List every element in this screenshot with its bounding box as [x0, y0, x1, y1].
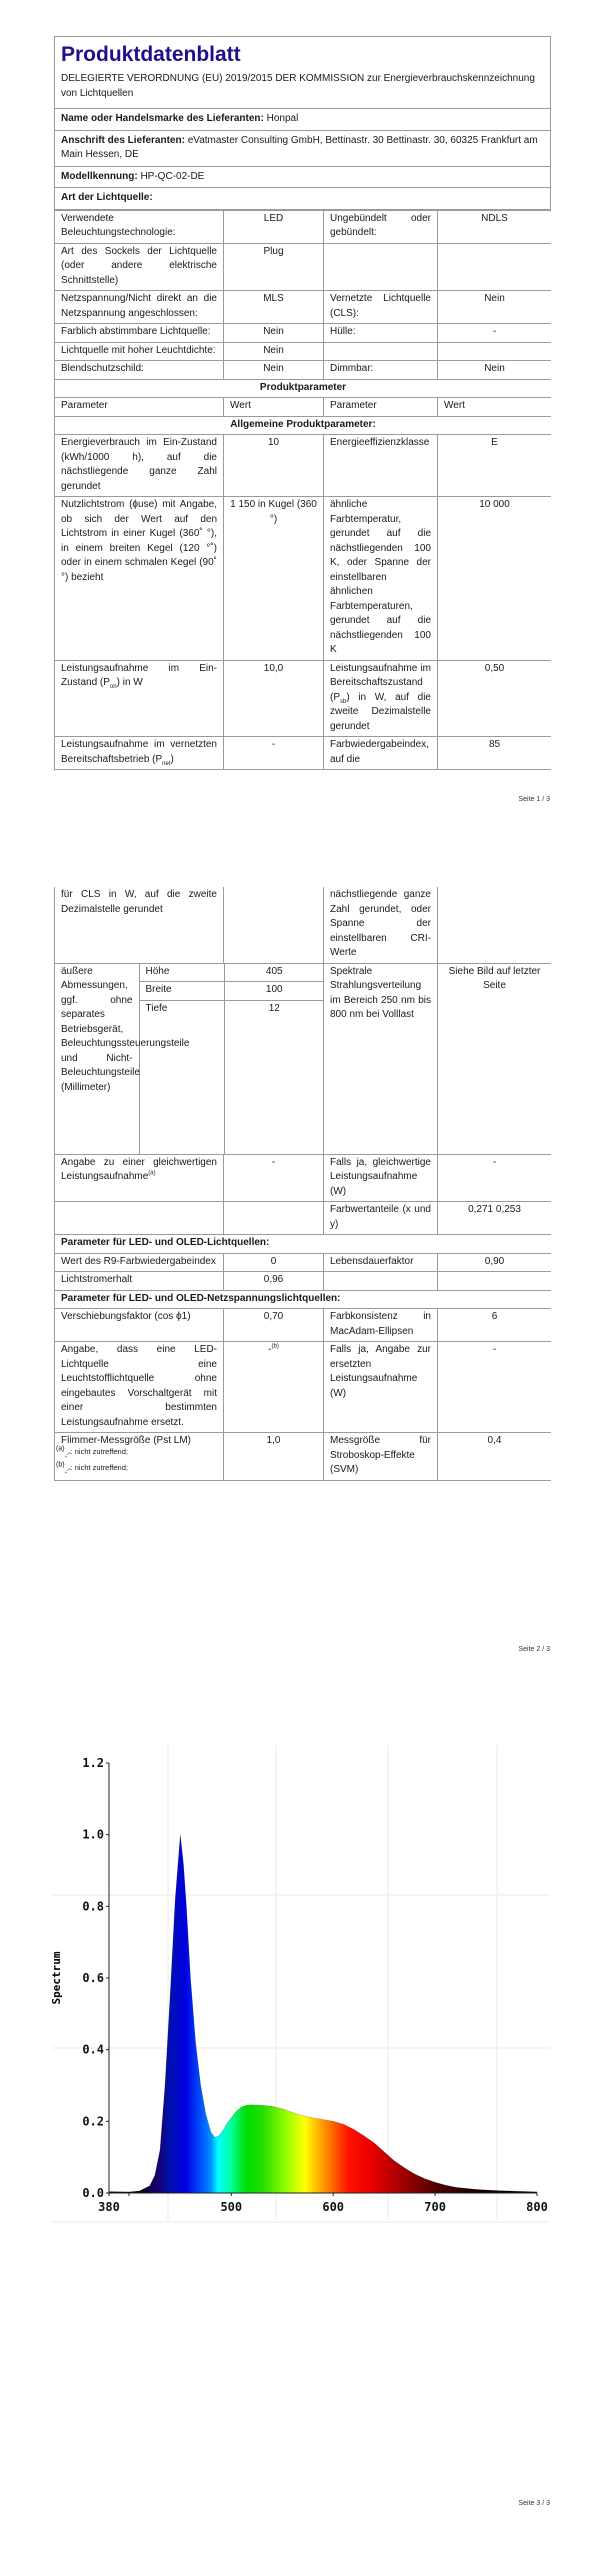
table-cell: Lichtstromerhalt: [55, 1272, 224, 1291]
table-cell: Vernetzte Lichtquelle (CLS):: [324, 291, 438, 324]
table-cell: für CLS in W, auf die zweite Dezimalstelle gerundet: [55, 887, 224, 963]
table-cell: MLS: [224, 291, 324, 324]
table-cell: Leistungsaufnahme im Ein-Zustand $(P_{on})$ in W: [55, 660, 224, 737]
table-row: [55, 243, 552, 291]
table-cell: -: [224, 737, 324, 770]
y-tick-label: 0.2: [82, 2114, 104, 2129]
supplier-info-row: [54, 131, 551, 167]
x-tick-label: 800: [526, 2200, 548, 2214]
dimension-name: Höhe: [139, 964, 224, 982]
table-cell: [224, 1202, 324, 1235]
table-row: [55, 416, 552, 435]
product-sheet-table-page-2: [54, 887, 551, 1481]
column-header: Wert: [438, 398, 552, 417]
table-row: [55, 497, 552, 661]
y-tick-label: 0.8: [82, 1899, 104, 1914]
table-cell: [438, 243, 552, 291]
table-cell: Nein: [438, 361, 552, 380]
column-header: Parameter: [55, 398, 224, 417]
dimension-name: Tiefe: [139, 1000, 224, 1154]
table-cell: E: [438, 435, 552, 497]
regulation-text: DELEGIERTE VERORDNUNG (EU) 2019/2015 DER KOMMISSION zur Energieverbrauchskennzeichnung von Lichtquellen: [61, 73, 535, 99]
table-cell: Spektrale Strahlungsverteilung im Bereich 250 nm bis 800 nm bei Volllast: [324, 963, 438, 1154]
table-cell: Nutzlichtstrom (ϕuse) mit Angabe, ob sich der Wert auf den Lichtstrom in einer Kugel (360˚ °), in einem breiten Kegel (120 °˚) oder in einem schmalen Kegel (90˚ °) bezieht: [55, 497, 224, 661]
table-cell: Falls ja, Angabe zur ersetzten Leistungsaufnahme (W): [324, 1342, 438, 1433]
x-tick-label: 700: [424, 2200, 446, 2214]
y-axis-label: Spectrum: [50, 1951, 63, 2005]
table-cell: Flimmer-Messgröße (Pst LM): [55, 1433, 224, 1481]
info-value: Honpal: [263, 113, 299, 124]
table-row: [55, 210, 552, 243]
table-cell: Farblich abstimmbare Lichtquelle:: [55, 324, 224, 343]
dimensions-cell: [55, 963, 324, 1154]
spectrum-area: [109, 1720, 537, 2200]
table-cell: 0,96: [224, 1272, 324, 1291]
table-cell: 0,50: [438, 660, 552, 737]
section-header: Parameter für LED- und OLED-Netzspannungslichtquellen:: [55, 1290, 552, 1309]
table-cell: 0,90: [438, 1253, 552, 1272]
section-header: Allgemeine Produktparameter:: [55, 416, 552, 435]
y-tick-label: 0.4: [82, 2042, 104, 2057]
table-cell: ähnliche Farbtemperatur, gerundet auf die nächstliegenden 100 K, oder Spanne der einstellbaren ähnlichen Farbtemperaturen, gerundet auf die nächstliegenden 100 K: [324, 497, 438, 661]
table-cell: 1 150 in Kugel (360 °): [224, 497, 324, 661]
page-title: Produktdatenblatt: [61, 43, 241, 66]
table-row: [55, 361, 552, 380]
dimensions-label: äußere Abmessungen, ggf. ohne separates Betriebsgerät, Beleuchtungssteuerungsteile und Nicht-Beleuchtungsteile (Millimeter): [55, 964, 139, 1154]
parameter-table: [54, 210, 551, 771]
table-cell: Lichtquelle mit hoher Leuchtdichte:: [55, 342, 224, 361]
table-cell: 0,271 0,253: [438, 1202, 552, 1235]
table-cell: nächstliegende ganze Zahl gerundet, oder Spanne der einstellbaren CRI-Werte: [324, 887, 438, 963]
table-row: [55, 1253, 552, 1272]
column-header: Wert: [224, 398, 324, 417]
table-cell: Hülle:: [324, 324, 438, 343]
spectrum-chart: [0, 1720, 603, 2240]
table-row: [55, 1202, 552, 1235]
table-cell: Farbwertanteile (x und y): [324, 1202, 438, 1235]
table-cell: Farbwiedergabeindex, auf die: [324, 737, 438, 770]
page-number: Seite 2 / 3: [518, 1646, 550, 1653]
supplier-info: [54, 109, 551, 210]
page-1: [0, 0, 603, 820]
table-cell: Farbkonsistenz in MacAdam-Ellipsen: [324, 1309, 438, 1342]
table-cell: [324, 342, 438, 361]
table-cell: 1,0: [224, 1433, 324, 1481]
product-sheet-table-page-1: [54, 36, 551, 788]
table-row: [55, 660, 552, 737]
footnote-quote: „-“: [64, 1468, 71, 1475]
dimension-value: 12: [268, 1002, 280, 1014]
table-cell: Nein: [224, 361, 324, 380]
footnotes: [56, 1444, 128, 1476]
x-tick-label: 500: [220, 2200, 243, 2214]
table-cell: Angabe zu einer gleichwertigen Leistungsaufnahme$^{(a)}$: [55, 1154, 224, 1202]
footnote-mark: (b): [56, 1461, 65, 1469]
table-row: [55, 1290, 552, 1309]
table-row: [55, 1235, 552, 1254]
footnote-mark: (a): [56, 1445, 65, 1453]
table-row: [55, 887, 552, 963]
table-cell: [224, 887, 324, 963]
table-cell: Leistungsaufnahme im vernetzten Bereitschaftsbetrieb $(P_{net})$: [55, 737, 224, 770]
info-label: Modellkennung:: [61, 170, 138, 182]
table-cell: [438, 1272, 552, 1291]
table-row: [55, 1433, 552, 1481]
info-label: Name oder Handelsmarke des Lieferanten:: [61, 113, 264, 124]
section-header: Produktparameter: [55, 379, 552, 398]
table-cell: Wert des R9-Farbwiedergabeindex: [55, 1253, 224, 1272]
table-cell: Blendschutzschild:: [55, 361, 224, 380]
x-tick-label: 600: [322, 2200, 345, 2214]
table-cell: Energieeffizienzklasse: [324, 435, 438, 497]
footnote: [56, 1444, 128, 1460]
footnote-text: : nicht zutreffend;: [70, 1447, 128, 1456]
table-row: [55, 1272, 552, 1291]
table-cell: [438, 342, 552, 361]
table-row: [55, 1342, 552, 1433]
table-cell: 10 000: [438, 497, 552, 661]
info-value: HP-QC-02-DE: [137, 170, 205, 182]
parameter-table-continued: [54, 887, 551, 1481]
table-cell: -: [438, 324, 552, 343]
table-cell: 6: [438, 1309, 552, 1342]
table-row: [55, 342, 552, 361]
table-cell: Angabe, dass eine LED-Lichtquelle eine Leuchtstofflichtquelle ohne eingebautes Vorschaltgerät mit einer bestimmten Leistungsaufnahme ersetzt.: [55, 1342, 224, 1433]
table-cell: Nein: [438, 291, 552, 324]
column-header: Parameter: [324, 398, 438, 417]
header-box: [54, 36, 551, 109]
table-row: [55, 324, 552, 343]
footnote: [56, 1460, 128, 1476]
table-cell: Falls ja, gleichwertige Leistungsaufnahme (W): [324, 1154, 438, 1202]
y-tick-label: 0.0: [82, 2186, 104, 2200]
table-cell: Netzspannung/Nicht direkt an die Netzspannung angeschlossen:: [55, 291, 224, 324]
info-label: Anschrift des Lieferanten:: [61, 134, 185, 146]
table-row: [55, 398, 552, 417]
table-cell: 0,70: [224, 1309, 324, 1342]
table-row: [55, 379, 552, 398]
supplier-info-row: [54, 109, 551, 131]
table-cell: -: [224, 1154, 324, 1202]
table-cell: Leistungsaufnahme im Bereitschaftszustand $(P_{sb})$ in W, auf die zweite Dezimalstelle gerundet: [324, 660, 438, 737]
table-cell: Lebensdauerfaktor: [324, 1253, 438, 1272]
table-cell: NDLS: [438, 210, 552, 243]
table-cell: Verwendete Beleuchtungstechnologie:: [55, 210, 224, 243]
table-cell: -: [438, 1154, 552, 1202]
table-cell: Ungebündelt oder gebündelt:: [324, 210, 438, 243]
table-cell: 10: [224, 435, 324, 497]
table-row: [55, 963, 552, 1154]
table-cell: Energieverbrauch im Ein-Zustand (kWh/1000 h), auf die nächstliegende ganze Zahl gerundet: [55, 435, 224, 497]
page-number: Seite 3 / 3: [518, 2500, 550, 2507]
table-cell: Plug: [224, 243, 324, 291]
footnote-quote: „-“: [64, 1452, 71, 1459]
table-cell: -$^{(b)}$: [224, 1342, 324, 1433]
dimension-row: [55, 964, 324, 982]
x-tick-label: 380: [98, 2200, 120, 2214]
dimension-value: 405: [224, 964, 324, 982]
info-label: Art der Lichtquelle:: [61, 192, 153, 203]
y-tick-label: 1.0: [82, 1827, 104, 1842]
table-cell: [55, 1202, 224, 1235]
table-cell: [324, 243, 438, 291]
dimensions-table: [55, 964, 324, 1154]
table-cell: Nein: [224, 324, 324, 343]
table-cell: 85: [438, 737, 552, 770]
supplier-info-row: [54, 188, 551, 210]
table-row: [55, 1309, 552, 1342]
table-cell: [438, 887, 552, 963]
table-cell: Dimmbar:: [324, 361, 438, 380]
table-cell: 0,4: [438, 1433, 552, 1481]
table-cell: Verschiebungsfaktor (cos ϕ1): [55, 1309, 224, 1342]
y-tick-label: 0.6: [82, 1971, 104, 1985]
table-cell: -: [438, 1342, 552, 1433]
table-cell: 0: [224, 1253, 324, 1272]
y-tick-label: 1.2: [82, 1756, 104, 1770]
page-3: [0, 1720, 603, 2520]
table-cell: [324, 1272, 438, 1291]
info-value: eVatmaster Consulting GmbH, Bettinastr. 30 Bettinastr. 30, 60325 Frankfurt am Main Hessen, DE: [61, 134, 538, 160]
table-cell: Nein: [224, 342, 324, 361]
supplier-info-row: [54, 167, 551, 189]
section-header: Parameter für LED- und OLED-Lichtquellen:: [55, 1235, 552, 1254]
table-cell: LED: [224, 210, 324, 243]
footnote-text: : nicht zutreffend;: [70, 1463, 128, 1472]
table-cell: Siehe Bild auf letzter Seite: [438, 963, 552, 1154]
dimension-value: 100: [224, 982, 324, 1001]
table-row: [55, 435, 552, 497]
table-row: [55, 737, 552, 770]
table-row: [55, 1154, 552, 1202]
table-cell: Art des Sockels der Lichtquelle (oder andere elektrische Schnittstelle): [55, 243, 224, 291]
table-cell: Messgröße für Stroboskop-Effekte (SVM): [324, 1433, 438, 1481]
page-number: Seite 1 / 3: [518, 796, 550, 803]
dimension-name: Breite: [139, 982, 224, 1001]
table-cell: 10,0: [224, 660, 324, 737]
table-row: [55, 291, 552, 324]
